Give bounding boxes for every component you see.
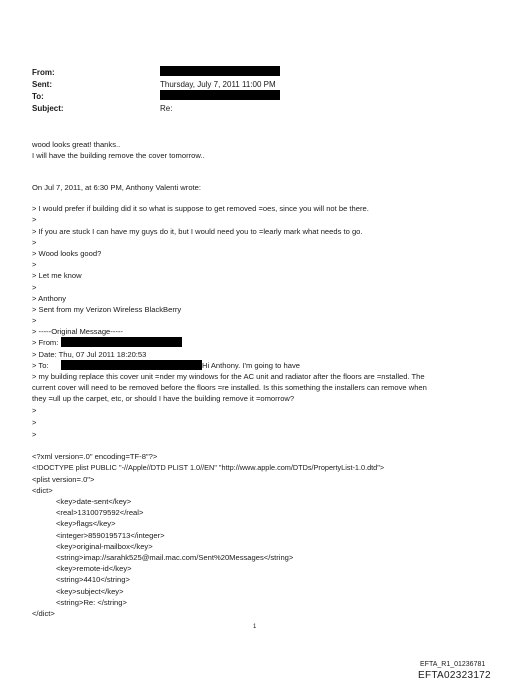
bates-id-large: EFTA02323172 bbox=[418, 670, 491, 681]
quote-line: they =ull up the carpet, etc, or should I have the building remove it =omorrow? bbox=[32, 394, 295, 403]
quote-line: > Date: Thu, 07 Jul 2011 18:20:53 bbox=[32, 350, 147, 359]
quote-line: > my building replace this cover unit =nder my windows for the AC unit and radiator after the floors are =nstalled. The bbox=[32, 372, 425, 381]
quote-line: > Anthony bbox=[32, 294, 66, 303]
xml-line: <integer>8590195713</integer> bbox=[56, 531, 165, 540]
xml-line: <?xml version=.0" encoding=TF-8"?> bbox=[32, 452, 158, 461]
xml-line: <key>original-mailbox</key> bbox=[56, 542, 153, 551]
sent-label: Sent: bbox=[32, 80, 52, 89]
quote-line: > I would prefer if building did it so what is suppose to get removed =oes, since you will not be there. bbox=[32, 204, 369, 213]
xml-line: <real>1310079592</real> bbox=[56, 508, 144, 517]
quote-line: > Let me know bbox=[32, 271, 82, 280]
xml-line: <key>remote-id</key> bbox=[56, 564, 132, 573]
quote-line: > bbox=[32, 430, 37, 439]
xml-line: <key>subject</key> bbox=[56, 587, 124, 596]
quote-line: Hi Anthony. I'm going to have bbox=[202, 361, 300, 370]
quote-line: > bbox=[32, 260, 37, 269]
xml-line: <key>flags</key> bbox=[56, 519, 116, 528]
quote-line: > bbox=[32, 406, 37, 415]
redaction-to bbox=[160, 90, 280, 100]
quote-line: > bbox=[32, 238, 37, 247]
xml-line: </dict> bbox=[32, 609, 55, 618]
quote-line: > Sent from my Verizon Wireless BlackBerry bbox=[32, 305, 182, 314]
body-line: I will have the building remove the cover tomorrow.. bbox=[32, 151, 205, 160]
xml-line: <!DOCTYPE plist PUBLIC "-//Apple//DTD PLIST 1.0//EN" "http://www.apple.com/DTDs/PropertyList-1.0.dtd"> bbox=[32, 463, 385, 472]
redaction-quote-from bbox=[61, 337, 182, 347]
xml-line: <string>imap://sarahk525@mail.mac.com/Sent%20Messages</string> bbox=[56, 553, 294, 562]
redaction-from bbox=[160, 66, 280, 76]
quote-line: > From: bbox=[32, 338, 59, 347]
bates-id-small: EFTA_R1_01236781 bbox=[420, 661, 486, 668]
quote-line: > To: bbox=[32, 361, 49, 370]
xml-line: <key>date-sent</key> bbox=[56, 497, 132, 506]
quote-line: > If you are stuck I can have my guys do it, but I would need you to =learly mark what needs to go. bbox=[32, 227, 363, 236]
page-number: 1 bbox=[253, 624, 257, 630]
body-line: wood looks great! thanks.. bbox=[32, 140, 121, 149]
quote-line: > bbox=[32, 215, 37, 224]
quote-line: > -----Original Message----- bbox=[32, 327, 123, 336]
quote-line: > Wood looks good? bbox=[32, 249, 102, 258]
quote-line: > bbox=[32, 283, 37, 292]
from-label: From: bbox=[32, 68, 55, 77]
body-line: On Jul 7, 2011, at 6:30 PM, Anthony Valenti wrote: bbox=[32, 183, 201, 192]
redaction-quote-to bbox=[61, 360, 202, 370]
quote-line: > bbox=[32, 418, 37, 427]
xml-line: <plist version=.0"> bbox=[32, 475, 95, 484]
quote-line: > bbox=[32, 316, 37, 325]
xml-line: <dict> bbox=[32, 486, 53, 495]
quote-line: current cover will need to be removed before the floors =re installed. Is this something the installers can remove when bbox=[32, 383, 427, 392]
subject-label: Subject: bbox=[32, 104, 64, 113]
xml-line: <string>Re: </string> bbox=[56, 598, 127, 607]
subject-value: Re: bbox=[160, 104, 173, 113]
to-label: To: bbox=[32, 92, 44, 101]
xml-line: <string>4410</string> bbox=[56, 575, 130, 584]
sent-value: Thursday, July 7, 2011 11:00 PM bbox=[160, 80, 276, 89]
